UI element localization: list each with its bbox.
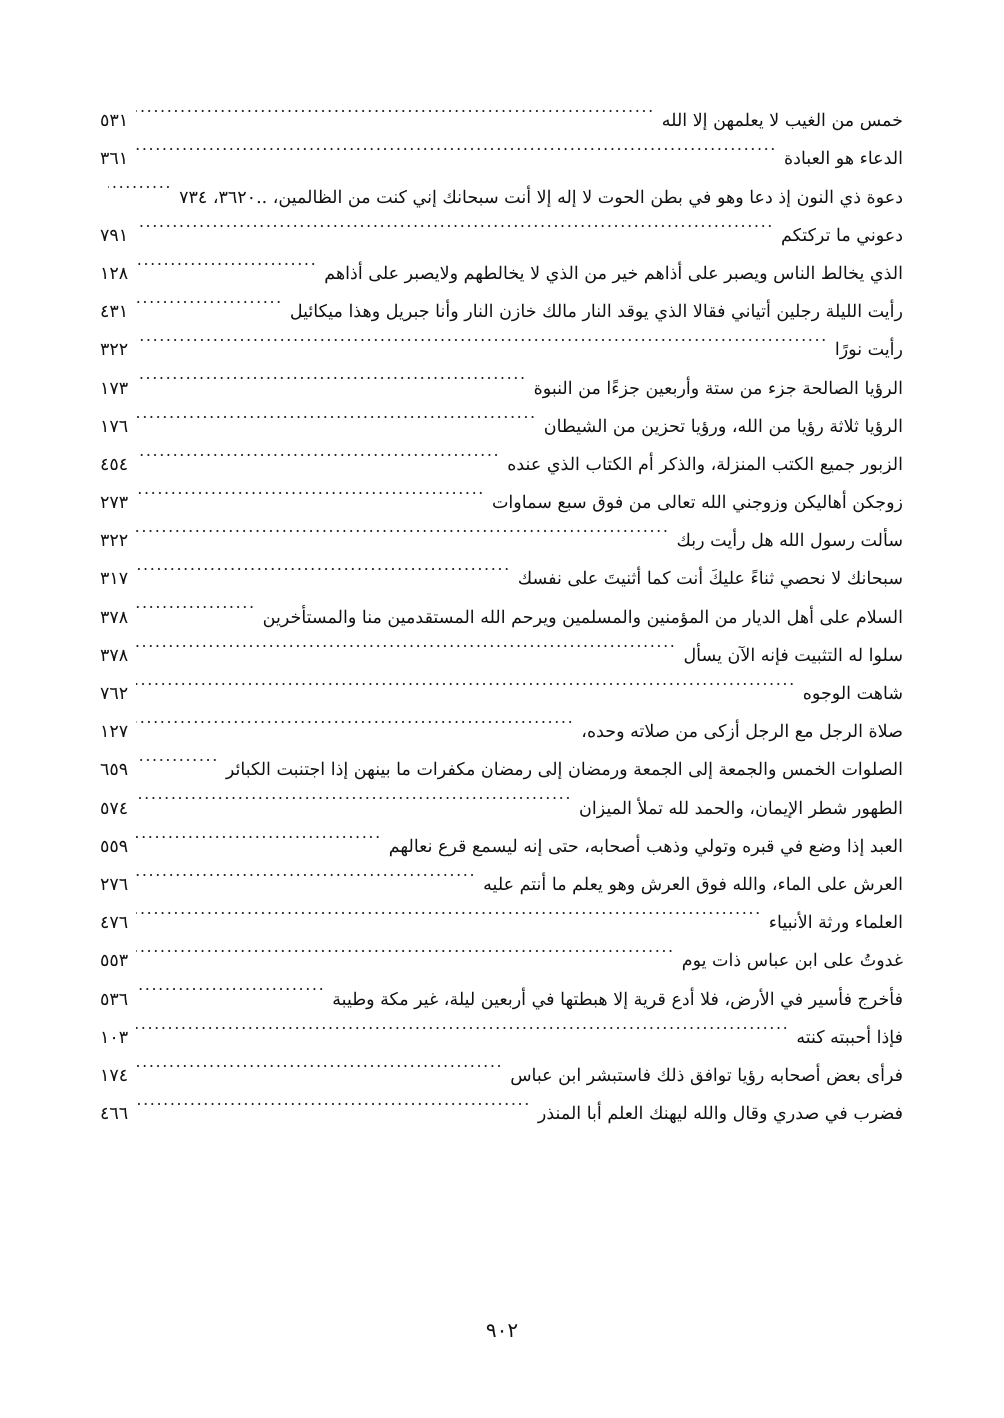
- hadith-index-list: [100, 88, 903, 1125]
- dot-leader: [136, 928, 679, 966]
- entry-text: شاهت الوجوه: [802, 684, 903, 704]
- entry-text: العرش على الماء، والله فوق العرش وهو يعلم ما أنتم عليه: [483, 874, 903, 895]
- dot-leader: [136, 1005, 793, 1043]
- entry-page-number: ١٧٤: [100, 1065, 129, 1086]
- entry-text: دعوني ما تركتكم: [780, 225, 903, 246]
- dot-leader: [136, 546, 515, 584]
- entry-text: صلاة الرجل مع الرجل أزكى من صلاته وحده،: [581, 722, 903, 743]
- entry-text: دعوة ذي النون إذ دعا وهو في بطن الحوت لا إله إلا أنت سبحانك إني كنت من الظالمين، ..٣٦٢٠، ٧٣٤: [179, 187, 903, 208]
- entry-page-number: ٤٥٤: [100, 454, 129, 475]
- index-entry: [100, 699, 903, 743]
- entry-text: فضرب في صدري وقال والله ليهنك العلم أبا المنذر: [537, 1104, 903, 1125]
- entry-text: العلماء ورثة الأنبياء: [768, 913, 903, 934]
- entry-text: الصلوات الخمس والجمعة إلى الجمعة ورمضان إلى رمضان مكفرات ما بينهن إذا اجتنبت الكبائر: [225, 760, 903, 781]
- entry-page-number: ٥٧٤: [100, 798, 129, 819]
- index-entry: [100, 88, 903, 132]
- dot-leader: [136, 126, 781, 164]
- entry-page-number: ٥٣١: [100, 111, 129, 132]
- index-entry: [100, 1005, 903, 1048]
- entry-page-number: ٣٧٨: [100, 607, 129, 628]
- entry-page-number: ٣٧٨: [100, 645, 129, 666]
- dot-leader: [136, 1043, 507, 1081]
- entry-page-number: ٢٧٦: [100, 874, 129, 895]
- entry-text: الطهور شطر الإيمان، والحمد لله تملأ الميزان: [579, 798, 903, 819]
- dot-leader: [136, 852, 480, 890]
- dot-leader: [136, 279, 287, 317]
- dot-leader: [136, 470, 489, 508]
- dot-leader: [136, 661, 800, 699]
- dot-leader: [136, 394, 541, 432]
- entry-text: سألت رسول الله هل رأيت ربك: [676, 531, 903, 552]
- entry-text: رأيت نورًا: [834, 340, 903, 361]
- entry-page-number: ٣٦١: [100, 149, 129, 170]
- entry-text: زوجكن أهاليكن وزوجني الله تعالى من فوق سبع سماوات: [491, 493, 903, 514]
- dot-leader: [136, 1081, 535, 1119]
- entry-text: رأيت الليلة رجلين أتياني فقالا الذي يوقد النار مالك خازن النار وأنا جبريل وهذا ميكائيل: [289, 302, 903, 323]
- entry-text: الرؤيا ثلاثة رؤيا من الله، ورؤيا تحزين من الشيطان: [543, 416, 903, 437]
- dot-leader: [136, 88, 659, 126]
- dot-leader: [108, 164, 176, 202]
- entry-page-number: ٤٣١: [100, 302, 129, 323]
- entry-page-number: ٧٦٢: [100, 684, 129, 704]
- dot-leader: [136, 584, 259, 622]
- dot-leader: [136, 890, 766, 928]
- entry-page-number: ١٢٨: [100, 263, 129, 284]
- entry-text: سبحانك لا نحصي ثناءً عليكَ أنت كما أثنيتَ على نفسك: [517, 569, 903, 590]
- entry-page-number: ٣٢٢: [100, 531, 129, 552]
- entry-page-number: ٤٧٦: [100, 913, 129, 934]
- entry-text: الذي يخالط الناس ويصبر على أذاهم خير من الذي لا يخالطهم ولايصبر على أذاهم: [324, 263, 903, 284]
- index-entry: [100, 317, 903, 361]
- entry-text: العبد إذا وضع في قبره وتولي وذهب أصحابه، حتى إنه ليسمع قرع نعالهم: [388, 836, 903, 857]
- dot-leader: [136, 623, 680, 661]
- entry-text: فرأى بعض أصحابه رؤيا توافق ذلك فاستبشر ابن عباس: [510, 1065, 903, 1086]
- entry-page-number: ٥٣٦: [100, 989, 129, 1010]
- dot-leader: [136, 203, 778, 241]
- entry-page-number: ١٧٣: [100, 378, 129, 399]
- dot-leader: [136, 775, 576, 813]
- entry-page-number: ١٧٦: [100, 416, 129, 437]
- dot-leader: [136, 699, 578, 737]
- entry-page-number: ٧٩١: [100, 225, 129, 246]
- entry-text: الدعاء هو العبادة: [784, 149, 903, 170]
- entry-page-number: ٣١٧: [100, 569, 129, 590]
- entry-page-number: ١٢٧: [100, 722, 129, 743]
- entry-text: الرؤيا الصالحة جزء من ستة وأربعين جزءًا من النبوة: [533, 378, 903, 399]
- dot-leader: [136, 432, 504, 470]
- entry-page-number: ٥٥٣: [100, 951, 129, 972]
- entry-text: فإذا أحببته كنته: [796, 1027, 903, 1048]
- dot-leader: [136, 317, 832, 355]
- dot-leader: [136, 966, 329, 1004]
- index-entry: [100, 661, 903, 704]
- entry-text: الزبور جميع الكتب المنزلة، والذكر أم الكتاب الذي عنده: [507, 454, 903, 475]
- entry-page-number: ٤٦٦: [100, 1104, 129, 1125]
- entry-page-number: ١٠٣: [100, 1027, 129, 1048]
- entry-page-number: ٣٢٢: [100, 340, 129, 361]
- page-number: ٩٠٢: [485, 1318, 519, 1342]
- entry-text: فأخرج فأسير في الأرض، فلا أدع قرية إلا هبطتها في أربعين ليلة، غير مكة وطيبة: [332, 989, 903, 1010]
- dot-leader: [136, 508, 673, 546]
- entry-text: غدوتُ على ابن عباس ذات يوم: [681, 951, 903, 972]
- dot-leader: [136, 241, 321, 279]
- entry-page-number: ٦٥٩: [100, 760, 129, 781]
- entry-text: السلام على أهل الديار من المؤمنين والمسلمين ويرحم الله المستقدمين منا والمستأخرين: [262, 607, 903, 628]
- dot-leader: [136, 737, 223, 775]
- dot-leader: [136, 814, 386, 852]
- entry-text: سلوا له التثبيت فإنه الآن يسأل: [683, 645, 903, 666]
- index-entry: [100, 1043, 903, 1086]
- dot-leader: [136, 355, 530, 393]
- entry-page-number: ٥٥٩: [100, 836, 129, 857]
- entry-text: خمس من الغيب لا يعلمهن إلا الله: [661, 111, 903, 132]
- entry-page-number: ٢٧٣: [100, 493, 129, 514]
- index-entry: [100, 355, 903, 399]
